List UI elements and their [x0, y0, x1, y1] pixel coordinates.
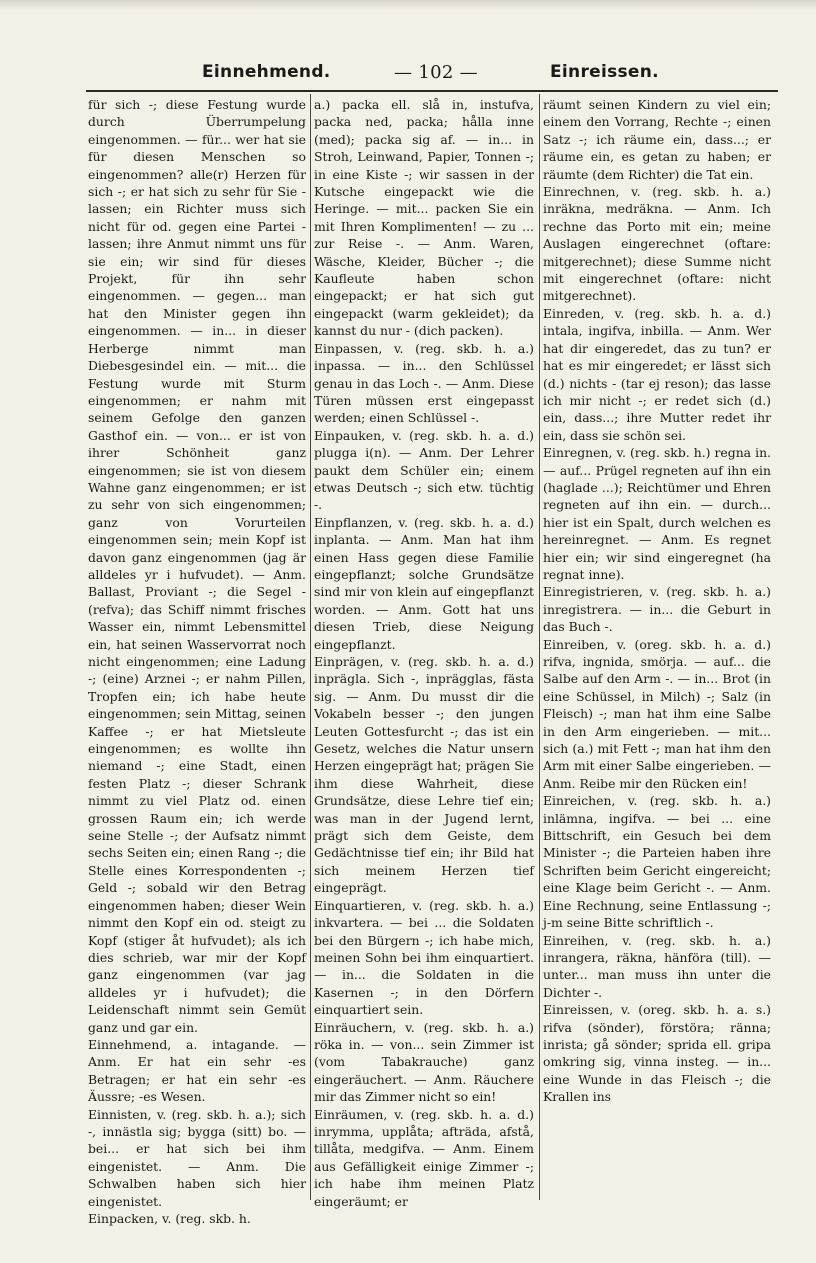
entry-text: Einrechnen, v. (reg. skb. h. a.) inräkna, medräkna. — Anm. Ich rechne das Porto mit ein; meine Auslagen eingerechnet (oftare: mitgerechnet); diese Summe nicht mit eingerechnet (oftare: nicht mitgerechnet). [543, 184, 771, 304]
entry-text: Einreichen, v. (reg. skb. h. a.) inlämna, ingifva. — bei ... eine Bittschrift, ein Gesuch bei dem Minister -; die Parteien haben ihre Schriften beim Gericht eingereicht; eine Klage beim Gericht -. — Anm. Eine Rechnung, seine Entlassung -; j-m seine Bitte schriftlich -. [543, 793, 771, 931]
column-1 [88, 96, 306, 1226]
entry-text: Einpauken, v. (reg. skb. h. a. d.) plugga i(n). — Anm. Der Lehrer paukt dem Schüler ein; einem etwas Deutsch -; sich etw. tüchtig -. [314, 427, 534, 513]
entry-text: Einprägen, v. (reg. skb. h. a. d.) inprägla. Sich -, inprägglas, fästa sig. — Anm. Du musst dir die Vokabeln besser -; den jungen Leuten Gottesfurcht -; das ist ein Gesetz, welches die Natur unsern Herzen eingeprägt hat; prägen Sie ihm diese Wahrheit, diese Grundsätze, diese Lehre tief ein; was man in der Jugend lernt, prägt sich dem Geiste, dem Gedächtnisse tief ein; ihr Bild hat sich meinem Herzen tief eingeprägt. [314, 654, 534, 896]
entry-text: Einreissen, v. (oreg. skb. h. a. s.) rifva (sönder), förstöra; ränna; inrista; gå sönder; sprida ell. gripa omkring sig, vinna insteg. — in... eine Wunde in das Fleisch -; die Krallen ins [543, 1002, 771, 1105]
entry-text: Einnisten, v. (reg. skb. h. a.); sich -, innästla sig; bygga (sitt) bo. — bei... er hat sich bei ihm eingenistet. — Anm. Die Schwalben haben sich hier eingenistet. [88, 1106, 306, 1209]
entry-text: Einräumen, v. (reg. skb. h. a. d.) inrymma, upplåta; afträda, afstå, tillåta, medgifva. — Anm. Einem aus Gefälligkeit einige Zimmer -; ich habe ihm meinen Platz eingeräumt; er [314, 1106, 534, 1209]
entry-text: räumt seinen Kindern zu viel ein; einem den Vorrang, Rechte -; einen Satz -; ich räume ein, dass...; er räume ein, es getan zu haben; er räumte (dem Richter) die Tat ein. [543, 97, 771, 182]
entry-text: für sich -; diese Festung wurde durch Überrumpelung eingenommen. — für... wer hat sie für diesen Menschen so eingenommen? alle(r) Herzen für sich -; er hat sich zu sehr für Sie - lassen; ein Richter muss sich nicht für od. gegen eine Partei - lassen; ihre Anmut nimmt uns für sie ein; wir sind für dieses Projekt, für ihn sehr eingenommen. — gegen... man hat den Minister gegen ihn eingenommen. — in... in dieser Herberge nimmt man Diebesgesindel ein. — mit... die Festung wurde mit Sturm eingenommen; er nahm mit seinem Gefolge den ganzen Gasthof ein. — von... er ist von ihrer Schönheit ganz eingenommen; sie ist von diesem Wahne ganz eingenommen; er ist zu sehr von sich eingenommen; ganz von Vorurteilen eingenommen sein; mein Kopf ist davon ganz eingenommen (jag är alldeles yr i hufvudet). — Anm. Ballast, Proviant -; die Segel - (refva); das Schiff nimmt frisches Wasser ein, nimmt Lebensmittel ein, hat seinen Wasservorrat noch nicht eingenommen; eine Ladung -; (eine) Arznei -; er nahm Pillen, Tropfen ein; ich habe heute eingenommen; sein Mittag, seinen Kaffee -; er hat Mietsleute eingenommen; es wollte ihn niemand -; eine Stadt, einen festen Platz -; dieser Schrank nimmt zu viel Platz od. einen grossen Raum ein; ich werde seine Stelle -; der Aufsatz nimmt sechs Seiten ein; einen Rang -; die Stelle eines Korrespondenten -; Geld -; sobald wir den Betrag eingenommen haben; dieser Wein nimmt den Kopf ein od. steigt zu Kopf (stiger åt hufvudet); als ich dies schrieb, war mir der Kopf ganz eingenommen (var jag alldeles yr i hufvudet); die Leidenschaft nimmt sein Gemüt ganz und gar ein. [88, 97, 306, 1035]
entry-text: Einpflanzen, v. (reg. skb. h. a. d.) inplanta. — Anm. Man hat ihm einen Hass gegen diese Familie eingepflanzt; solche Grundsätze sind mir von klein auf eingepflanzt worden. — Anm. Gott hat uns diesen Trieb, diese Neigung eingepflanzt. [314, 514, 534, 652]
entry-text: Einregistrieren, v. (reg. skb. h. a.) inregistrera. — in... die Geburt in das Buch -. [543, 584, 771, 635]
entry-text: a.) packa ell. slå in, instufva, packa ned, packa; hålla inne (med); packa sig af. — in... in Stroh, Leinwand, Papier, Tonnen -; in eine Kiste -; wir sassen in der Kutsche eingepackt wie die Heringe. — mit... packen Sie ein mit Ihren Komplimenten! — zu ... zur Reise -. — Anm. Waren, Wäsche, Kleider, Bücher -; die Kaufleute haben schon eingepackt; er hat sich gut eingepackt (warm gekleidet); da kannst du nur - (dich packen). [314, 97, 534, 339]
page-header [86, 58, 776, 86]
entry-text: Einreden, v. (reg. skb. h. a. d.) intala, ingifva, inbilla. — Anm. Wer hat dir eingeredet, das zu tun? er hat es mir eingeredet; er lässt sich (d.) nichts - (tar ej reson); das lasse ich mir nicht -; er redet sich (d.) ein, dass...; ihre Mutter redet ihr ein, dass sie schön sei. [543, 305, 771, 443]
entry-text: Einräuchern, v. (reg. skb. h. a.) röka in. — von... sein Zimmer ist (vom Tabakrauche) ganz eingeräuchert. — Anm. Räuchere mir das Zimmer nicht so ein! [314, 1019, 534, 1105]
entry-text: Einreihen, v. (reg. skb. h. a.) inrangera, räkna, hänföra (till). — unter... man muss ihn unter die Dichter -. [543, 932, 771, 1000]
column-2 [314, 96, 534, 1209]
entry-text: Einreiben, v. (oreg. skb. h. a. d.) rifva, ingnida, smörja. — auf... die Salbe auf den Arm -. — in... Brot (in eine Schüssel, in Milch) -; Salz (in Fleisch) -; man hat ihm eine Salbe in den Arm eingerieben. — mit... sich (a.) mit Fett -; man hat ihm den Arm mit einer Salbe eingerieben. — Anm. Reibe mir den Rücken ein! [543, 636, 771, 791]
entry-text: Einnehmend, a. intagande. — Anm. Er hat ein sehr -es Betragen; er hat ein sehr -es Äussre; -es Wesen. [88, 1036, 306, 1105]
entry-text: Einquartieren, v. (reg. skb. h. a.) inkvartera. — bei ... die Soldaten bei den Bürgern -; ich habe mich, meinen Sohn bei ihm einquartiert. — in... die Soldaten in die Kasernen -; in den Dörfern einquartiert sein. [314, 897, 534, 1018]
header-left-catchword: Einnehmend. [202, 62, 331, 82]
column-3 [543, 96, 771, 1204]
scan-edge [0, 0, 816, 10]
column-divider [539, 94, 540, 1200]
header-rule [86, 90, 778, 92]
page-number: — 102 — [394, 62, 478, 83]
entry-text: Einpassen, v. (reg. skb. h. a.) inpassa. — in... den Schlüssel genau in das Loch -. — Anm. Diese Türen müssen erst eingepasst werden; einen Schlüssel -. [314, 340, 534, 426]
entry-text: Einpacken, v. (reg. skb. h. [88, 1211, 251, 1226]
column-divider [310, 94, 311, 1200]
entry-text: Einregnen, v. (reg. skb. h.) regna in. — auf... Prügel regneten auf ihn ein (haglade ...); Reichtümer und Ehren regneten auf ihn ein. — durch... hier ist ein Spalt, durch welchen es hereinregnet. — Anm. Es regnet hier ein; wir sind eingeregnet (ha regnat inne). [543, 445, 771, 582]
header-right-catchword: Einreissen. [550, 62, 659, 82]
